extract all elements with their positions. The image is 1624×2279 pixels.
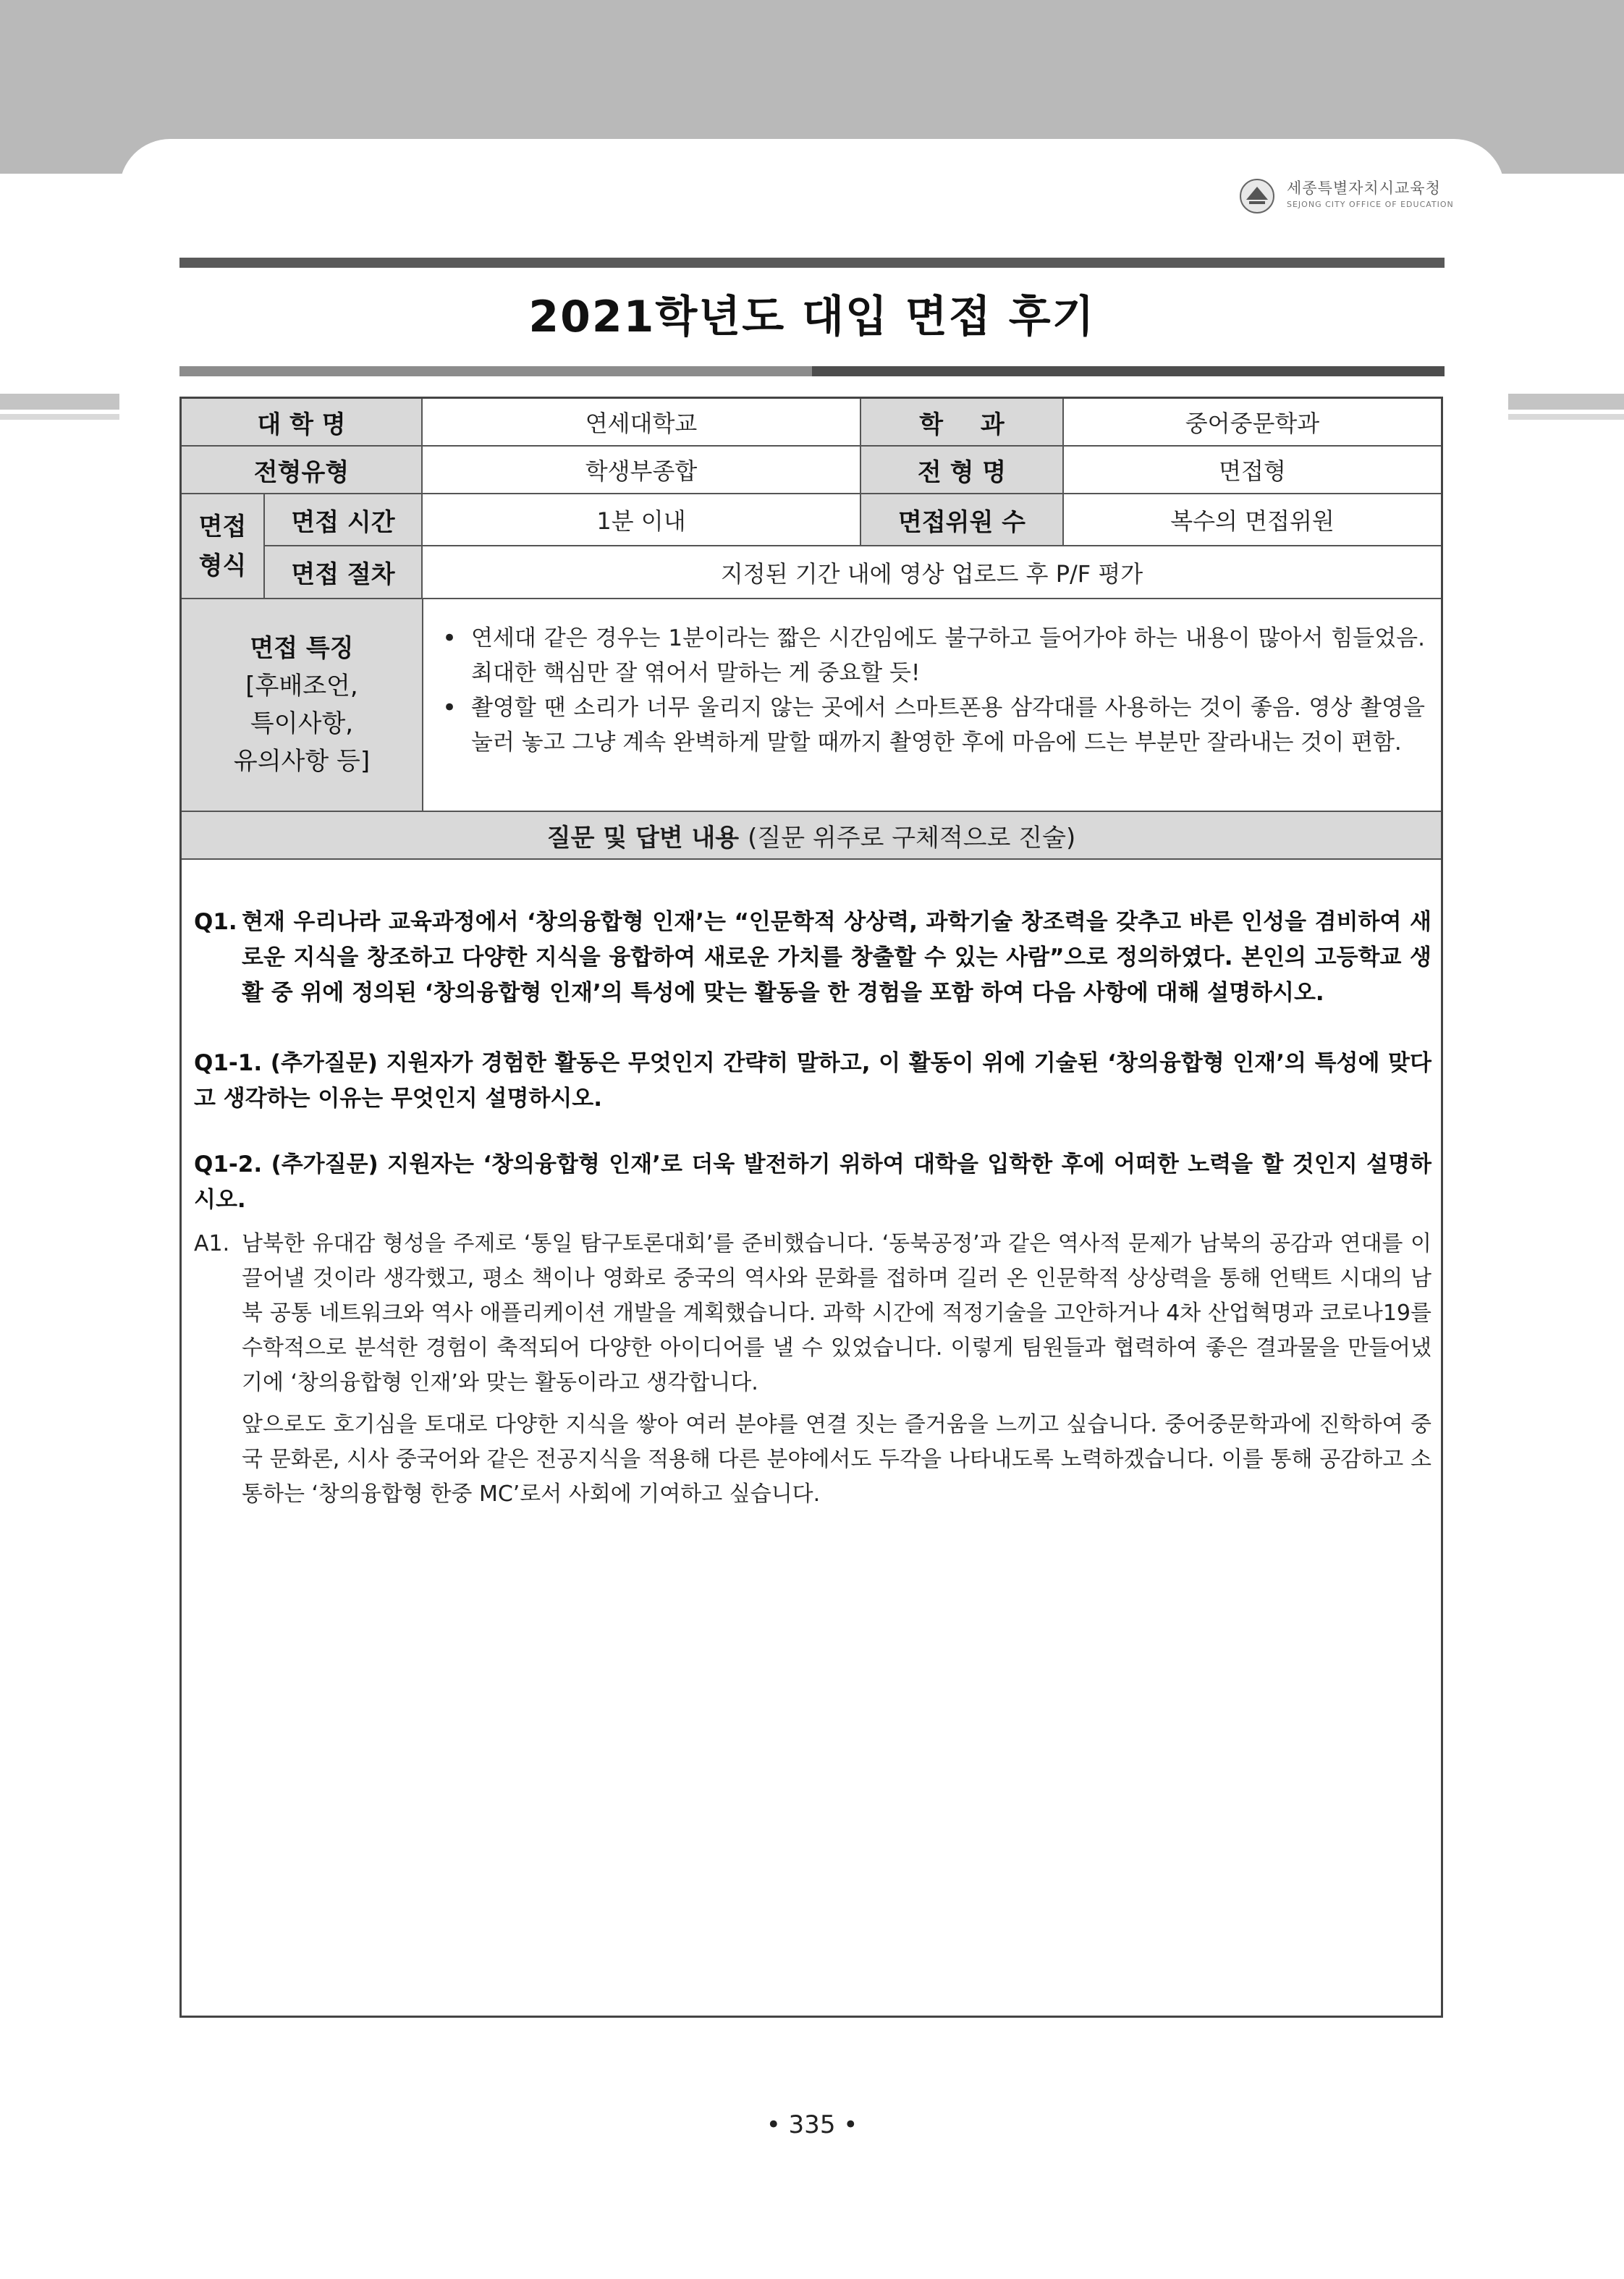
procedure-label: 면접 절차: [265, 546, 423, 599]
panel-label: 면접위원 수: [861, 494, 1064, 546]
right-stripe: [1508, 394, 1624, 410]
feature-item: • 촬영할 땐 소리가 너무 울리지 않는 곳에서 스마트폰용 삼각대를 사용하는 것이 좋음. 영상 촬영을 눌러 놓고 그냥 계속 완벽하게 말할 때까지 촬영한 후에 마음에 드는 부분만 잘라내는 것이 편함.: [438, 690, 1425, 760]
feature-item: • 연세대 같은 경우는 1분이라는 짧은 시간임에도 불구하고 들어가야 하는 내용이 많아서 힘들었음. 최대한 핵심만 잘 엮어서 말하는 게 중요할 듯!: [438, 621, 1425, 690]
name-label: 전 형 명: [861, 447, 1064, 494]
features-label-title: 면접 특징: [250, 634, 354, 663]
features-label-line-2: [후배조언,: [245, 672, 358, 701]
features-list: [423, 599, 1441, 760]
format-label: 면접 형식: [182, 494, 265, 599]
features-label: [182, 599, 423, 812]
procedure-value: 지정된 기간 내에 영상 업로드 후 P/F 평가: [423, 546, 1441, 599]
office-logo-name: 세종특별자치시교육청: [1287, 179, 1441, 197]
time-value: 1분 이내: [423, 494, 861, 546]
qa-header-note: (질문 위주로 구체적으로 진술): [748, 823, 1076, 853]
right-stripe-light: [1508, 414, 1624, 420]
page-number: • 335 •: [766, 2110, 858, 2139]
left-stripe: [0, 394, 119, 410]
question-1-1-label: Q1-1. (추가질문): [194, 1050, 378, 1076]
office-emblem-icon: [1239, 178, 1275, 214]
qa-header-title: 질문 및 답변 내용: [546, 823, 740, 853]
qa-header: [182, 812, 1441, 860]
question-1-2: [194, 1147, 1431, 1218]
question-1-text: 현재 우리나라 교육과정에서 ‘창의융합형 인재’는 “인문학적 상상력, 과학기술 창조력을 갖추고 바른 인성을 겸비하여 새로운 지식을 창조하고 다양한 지식을 융합하여 새로운 가치를 창출할 수 있는 사람”으로 정의하였다. 본인의 고등학교 생활 중 위에 정의된 ‘창의융합형 인재’의 특성에 맞는 활동을 한 경험을 포함 하여 다음 사항에 대해 설명하시오.: [242, 909, 1431, 1006]
type-label: 전형유형: [182, 447, 423, 494]
univ-value: 연세대학교: [423, 399, 861, 447]
features-label-line-4: 유의사항 등]: [233, 747, 371, 776]
office-logo-english: SEJONG CITY OFFICE OF EDUCATION: [1287, 200, 1454, 209]
page-title: 2021학년도 대입 면접 후기: [528, 292, 1096, 342]
time-label: 면접 시간: [265, 494, 423, 546]
name-value: 면접형: [1064, 447, 1441, 494]
question-1-2-text: 지원자는 ‘창의융합형 인재’로 더욱 발전하기 위하여 대학을 입학한 후에 어떠한 노력을 할 것인지 설명하시오.: [194, 1151, 1431, 1213]
answer-1-label: A1.: [194, 1231, 230, 1256]
univ-label: 대 학 명: [182, 399, 423, 447]
dept-label: 학 과: [861, 399, 1064, 447]
left-stripe-light: [0, 414, 119, 420]
title-rule-bottom-right: [812, 366, 1445, 376]
answer-1-paragraph: 남북한 유대감 형성을 주제로 ‘통일 탐구토론대회’를 준비했습니다. ‘동북공정’과 같은 역사적 문제가 남북의 공감과 연대를 이끌어낼 것이라 생각했고, 평소 책이나 영화로 중국의 역사와 문화를 접하며 길러 온 인문학적 상상력을 통해 언택트 시대의 남북 공통 네트워크와 역사 애플리케이션 개발을 계획했습니다. 과학 시간에 적정기술을 고안하거나 4차 산업혁명과 코로나19를 수학적으로 분석한 경험이 축적되어 다양한 아이디어를 낼 수 있었습니다. 이렇게 팀원들과 협력하여 좋은 결과물을 만들어냈기에 ‘창의융합형 인재’와 맞는 활동이라고 생각합니다.: [242, 1231, 1431, 1395]
answer-1: [194, 1227, 1431, 1512]
question-1-1-text: 지원자가 경험한 활동은 무엇인지 간략히 말하고, 이 활동이 위에 기술된 ‘창의융합형 인재’의 특성에 맞다고 생각하는 이유는 무엇인지 설명하시오.: [194, 1050, 1431, 1112]
dept-value: 중어중문학과: [1064, 399, 1441, 447]
title-rule-top: [179, 258, 1445, 268]
answer-1-paragraph: 앞으로도 호기심을 토대로 다양한 지식을 쌓아 여러 분야를 연결 짓는 즐거움을 느끼고 싶습니다. 중어중문학과에 진학하여 중국 문화론, 시사 중국어와 같은 전공지식을 적용해 다른 분야에서도 두각을 나타내도록 노력하겠습니다. 이를 통해 공감하고 소통하는 ‘창의융합형 한중 MC’로서 사회에 기여하고 싶습니다.: [242, 1412, 1431, 1507]
question-1: [194, 905, 1431, 1011]
question-1-1: [194, 1046, 1431, 1117]
question-1-label: Q1.: [194, 909, 237, 935]
office-logo: [1239, 172, 1463, 223]
title-rule-bottom-left: [179, 366, 812, 376]
features-label-line-3: 특이사항,: [250, 709, 354, 738]
question-1-2-label: Q1-2. (추가질문): [194, 1151, 378, 1177]
panel-value: 복수의 면접위원: [1064, 494, 1441, 546]
type-value: 학생부종합: [423, 447, 861, 494]
